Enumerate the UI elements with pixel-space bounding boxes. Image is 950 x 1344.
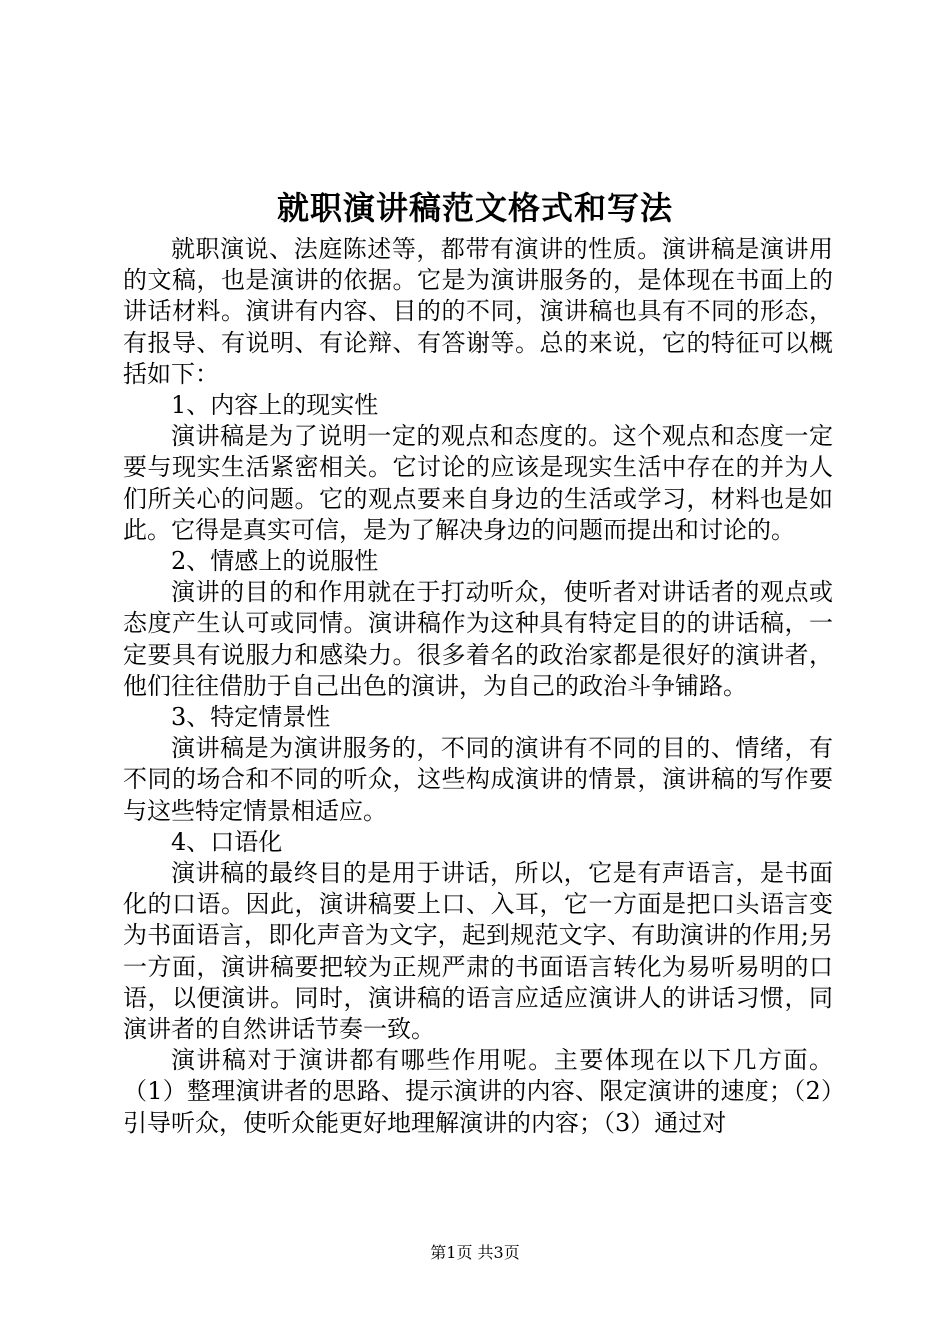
paragraph-section-3: 演讲稿是为演讲服务的，不同的演讲有不同的目的、情绪，有不同的场合和不同的听众，这些构成演讲的情景，演讲稿的写作要与这些特定情景相适应。 [123, 734, 833, 825]
paragraph-section-1: 演讲稿是为了说明一定的观点和态度的。这个观点和态度一定要与现实生活紧密相关。它讨论的应该是现实生活中存在的并为人们所关心的问题。它的观点要来自身边的生活或学习，材料也是如此。它得是真实可信，是为了解决身边的问题而提出和讨论的。 [123, 422, 833, 544]
section-heading-2: 2、情感上的说服性 [171, 547, 379, 576]
section-heading-3: 3、特定情景性 [171, 703, 331, 732]
document-body [123, 234, 833, 1139]
section-heading-4: 4、口语化 [171, 827, 283, 856]
page-number-footer: 第1页 共3页 [430, 1243, 520, 1262]
section-heading-1: 1、内容上的现实性 [171, 391, 379, 420]
paragraph-functions: 演讲稿对于演讲都有哪些作用呢。主要体现在以下几方面。（1）整理演讲者的思路、提示演讲的内容、限定演讲的速度；（2）引导听众，使听众能更好地理解演讲的内容；（3）通过对 [123, 1046, 833, 1137]
document-title: 就职演讲稿范文格式和写法 [276, 189, 673, 227]
paragraph-section-2: 演讲的目的和作用就在于打动听众，使听者对讲话者的观点或态度产生认可或同情。演讲稿作为这种具有特定目的的讲话稿，一定要具有说服力和感染力。很多着名的政治家都是很好的演讲者，他们往往借肋于自己出色的演讲，为自己的政治斗争铺路。 [123, 578, 833, 700]
paragraph-section-4: 演讲稿的最终目的是用于讲话，所以，它是有声语言，是书面化的口语。因此，演讲稿要上口、入耳，它一方面是把口头语言变为书面语言，即化声音为文字，起到规范文字、有助演讲的作用;另一方面，演讲稿要把较为正规严肃的书面语言转化为易听易明的口语，以便演讲。同时，演讲稿的语言应适应演讲人的讲话习惯，同演讲者的自然讲话节奏一致。 [123, 859, 833, 1044]
paragraph-intro: 就职演说、法庭陈述等，都带有演讲的性质。演讲稿是演讲用的文稿，也是演讲的依据。它是为演讲服务的，是体现在书面上的讲话材料。演讲有内容、目的的不同，演讲稿也具有不同的形态，有报导、有说明、有论辩、有答谢等。总的来说，它的特征可以概括如下： [123, 235, 833, 388]
